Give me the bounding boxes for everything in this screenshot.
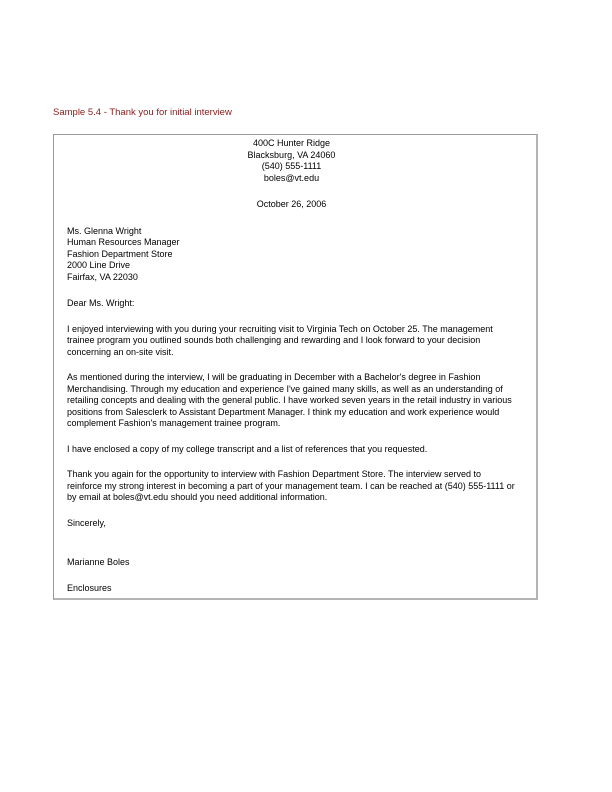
body-paragraph-4: Thank you again for the opportunity to interview with Fashion Department Store. The interview served to reinforce my strong interest in becoming a part of your management team. I can be reached at (540) 555-1111 or by email at boles@vt.edu should you need additional information. bbox=[67, 469, 515, 502]
salutation: Dear Ms. Wright: bbox=[67, 298, 135, 308]
recipient-city-state-zip: Fairfax, VA 22030 bbox=[67, 271, 138, 282]
recipient-title: Human Resources Manager bbox=[67, 237, 180, 247]
enclosures-note: Enclosures bbox=[67, 582, 112, 593]
body-paragraph-1: I enjoyed interviewing with you during your recruiting visit to Virginia Tech on October 25. The management trainee program you outlined sounds both challenging and rewarding and I look forward to your decision concerning an on-site visit. bbox=[67, 323, 493, 357]
sender-email: boles@vt.edu bbox=[263, 172, 320, 183]
recipient-name: Ms. Glenna Wright bbox=[67, 225, 142, 236]
recipient-street: 2000 Line Drive bbox=[67, 260, 131, 270]
letter-date: October 26, 2006 bbox=[256, 199, 327, 209]
sender-street: 400C Hunter Ridge bbox=[252, 138, 331, 148]
closing: Sincerely, bbox=[67, 517, 106, 528]
sender-address bbox=[67, 138, 516, 184]
sample-caption: Sample 5.4 - Thank you for initial interview bbox=[53, 107, 232, 118]
letter-box bbox=[53, 134, 538, 600]
sender-phone: (540) 555-1111 bbox=[261, 161, 322, 171]
signature-name: Marianne Boles bbox=[67, 557, 130, 567]
recipient-company: Fashion Department Store bbox=[67, 248, 173, 259]
body-paragraph-2: As mentioned during the interview, I will be graduating in December with a Bachelor's degree in Fashion Merchandising. Through my education and experience I've gained many skills, as well as an understanding of retailing concepts and dealing with the general public. I have worked seven years in the retail industry in various positions from Salesclerk to Assistant Department Manager. I think my education and work experience would complement Fashion's management trainee program. bbox=[67, 372, 512, 428]
sender-city-state-zip: Blacksburg, VA 24060 bbox=[247, 149, 336, 160]
recipient-address bbox=[67, 226, 516, 284]
body-paragraph-3: I have enclosed a copy of my college transcript and a list of references that you requested. bbox=[67, 443, 428, 454]
